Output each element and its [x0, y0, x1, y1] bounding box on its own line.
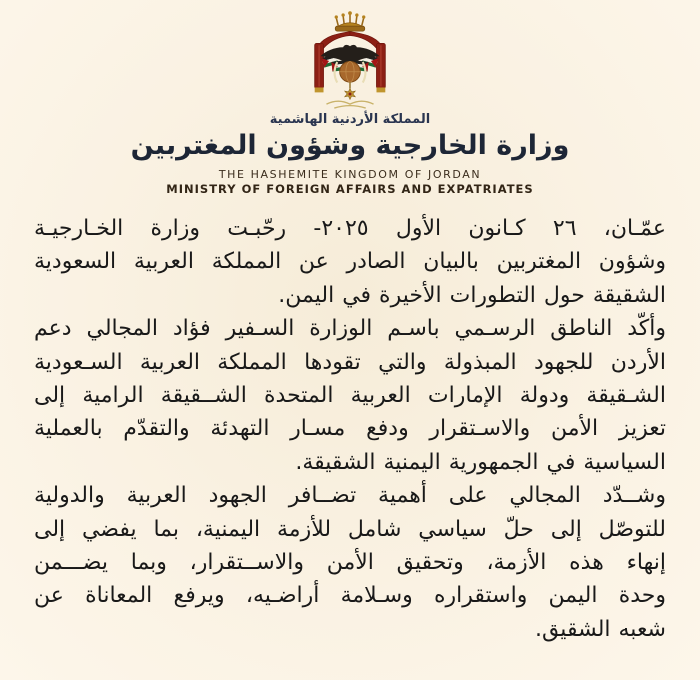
statement-line: وشــدّد المجالي على أهمية تضــافر الجهود العربية والدولية	[34, 483, 666, 509]
statement-line: وشؤون المغتربين بالبيان الصادر عن المملكة العربية السعودية	[34, 249, 666, 275]
statement-line: الشـقيقة ودولة الإمارات العربية المتحدة الشــقيقة الرامية إلى	[34, 383, 666, 409]
statement-line: تعزيز الأمن والاسـتقرار ودفع مسـار التهدئة والتقدّم بالعملية	[34, 416, 666, 442]
kingdom-title-arabic: المملكة الأردنية الهاشمية	[269, 112, 431, 127]
filigree-icon	[326, 101, 373, 108]
statement-line: الشقيقة حول التطورات الأخيرة في اليمن.	[278, 282, 666, 308]
statement-line: وأكّد الناطق الرسـمي باسـم الوزارة السـفير فؤاد المجالي دعم	[34, 316, 666, 342]
ministry-title-arabic-calligraphy: وزارة الخارجية وشؤون المغتربين	[130, 130, 570, 161]
statement-line: شعبه الشقيق.	[534, 616, 666, 642]
statement-line: الأردن للجهود المبذولة والتي تقودها المملكة العربية السـعودية	[34, 349, 666, 375]
statement-line: للتوصّل إلى حلّ سياسي شامل للأزمة اليمنية، بما يفضي إلى	[34, 516, 666, 542]
ministry-title-english: MINISTRY OF FOREIGN AFFAIRS AND EXPATRIATES	[166, 182, 534, 196]
kingdom-title-english: THE HASHEMITE KINGDOM OF JORDAN	[218, 168, 482, 181]
jordan-coat-of-arms-icon	[291, 10, 409, 112]
english-letterhead	[166, 168, 533, 197]
statement-line: السياسية في الجمهورية اليمنية الشقيقة.	[295, 449, 666, 475]
statement-line: وحدة اليمن واستقراره وسـلامة أراضـيه، ويرفع المعاناة عن	[34, 583, 666, 609]
statement-line: إنهاء هذه الأزمة، وتحقيق الأمن والاســتقرار، وبما يضـــمن	[34, 550, 666, 576]
crown-icon	[335, 11, 366, 31]
star-medal-icon	[345, 82, 356, 99]
globe-icon	[340, 61, 361, 82]
statement-body	[34, 212, 666, 646]
statement-line: عمّـان، ٢٦ كـانون الأول ٢٠٢٥- رحّبـت وزارة الخـارجيـة	[34, 216, 667, 241]
